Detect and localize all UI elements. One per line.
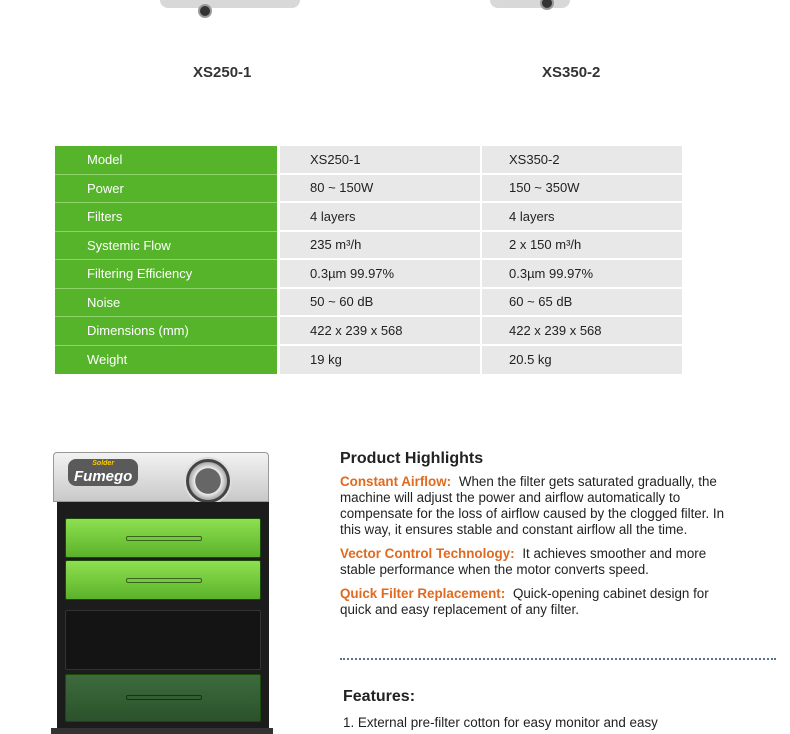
spec-value-xs250-1: 50 ~ 60 dB	[280, 289, 480, 318]
spec-value-xs250-1: 235 m³/h	[280, 232, 480, 261]
brand-logo: Solder Fumego	[68, 459, 138, 486]
spec-value-xs350-2: 60 ~ 65 dB	[482, 289, 682, 318]
spec-value-xs350-2: 2 x 150 m³/h	[482, 232, 682, 261]
spec-value-xs250-1: 422 x 239 x 568	[280, 317, 480, 346]
table-row	[55, 175, 682, 204]
spec-value-xs350-2: 4 layers	[482, 203, 682, 232]
drawer	[65, 674, 261, 722]
highlight-item	[340, 546, 740, 578]
highlight-heading: Constant Airflow:	[340, 474, 452, 489]
product-image-xs250-1	[150, 0, 310, 22]
cabinet-body	[57, 502, 269, 730]
spec-label: Noise	[55, 289, 277, 318]
table-row	[55, 317, 682, 346]
highlight-text: Quick-opening cabinet design for quick and easy replacement of any filter.	[340, 586, 709, 617]
highlight-heading: Vector Control Technology:	[340, 546, 515, 561]
table-row	[55, 346, 682, 375]
spec-label: Model	[55, 146, 277, 175]
spec-value-xs350-2: 150 ~ 350W	[482, 175, 682, 204]
features-title: Features:	[343, 688, 416, 705]
spec-label: Filtering Efficiency	[55, 260, 277, 289]
spec-label: Dimensions (mm)	[55, 317, 277, 346]
spec-label: Weight	[55, 346, 277, 375]
spec-label: Power	[55, 175, 277, 204]
highlights-title: Product Highlights	[340, 450, 484, 467]
table-row	[55, 260, 682, 289]
spec-label: Systemic Flow	[55, 232, 277, 261]
highlight-text: It achieves smoother and more stable performance when the motor converts speed.	[340, 546, 707, 577]
model-caption-left: XS250-1	[193, 64, 252, 81]
spec-label: Filters	[55, 203, 277, 232]
product-image-xs350-2	[480, 0, 620, 22]
table-row	[55, 289, 682, 318]
highlight-heading: Quick Filter Replacement:	[340, 586, 506, 601]
product-highlights	[340, 450, 740, 626]
spec-value-xs350-2: XS350-2	[482, 146, 682, 175]
cabinet-base	[51, 728, 273, 734]
table-row	[55, 203, 682, 232]
features-section	[343, 688, 743, 731]
highlight-text: When the filter gets saturated gradually, the machine will adjust the power and airflow automatically to compensate for the loss of airflow caused by the clogged filter. In this way, it ensures stable and constant airflow all the time.	[340, 474, 725, 537]
spec-value-xs350-2: 20.5 kg	[482, 346, 682, 375]
spec-value-xs350-2: 0.3µm 99.97%	[482, 260, 682, 289]
spec-value-xs250-1: XS250-1	[280, 146, 480, 175]
model-caption-right: XS350-2	[542, 64, 601, 81]
highlight-item	[340, 474, 740, 538]
wheel-icon	[540, 0, 554, 10]
spec-value-xs250-1: 80 ~ 150W	[280, 175, 480, 204]
drawer	[65, 560, 261, 600]
highlight-item	[340, 586, 740, 618]
wheel-icon	[198, 4, 212, 18]
cabinet-door	[65, 610, 261, 670]
spec-value-xs250-1: 0.3µm 99.97%	[280, 260, 480, 289]
control-dial-icon	[184, 457, 232, 505]
cabinet-top	[53, 452, 269, 502]
spec-value-xs250-1: 4 layers	[280, 203, 480, 232]
product-photo	[45, 452, 275, 734]
table-row	[55, 232, 682, 261]
spec-value-xs350-2: 422 x 239 x 568	[482, 317, 682, 346]
drawer	[65, 518, 261, 558]
spec-value-xs250-1: 19 kg	[280, 346, 480, 375]
spec-table	[55, 146, 682, 374]
list-item: 1. External pre-filter cotton for easy monitor and easy	[343, 715, 658, 730]
section-divider	[340, 658, 776, 660]
table-row	[55, 146, 682, 175]
